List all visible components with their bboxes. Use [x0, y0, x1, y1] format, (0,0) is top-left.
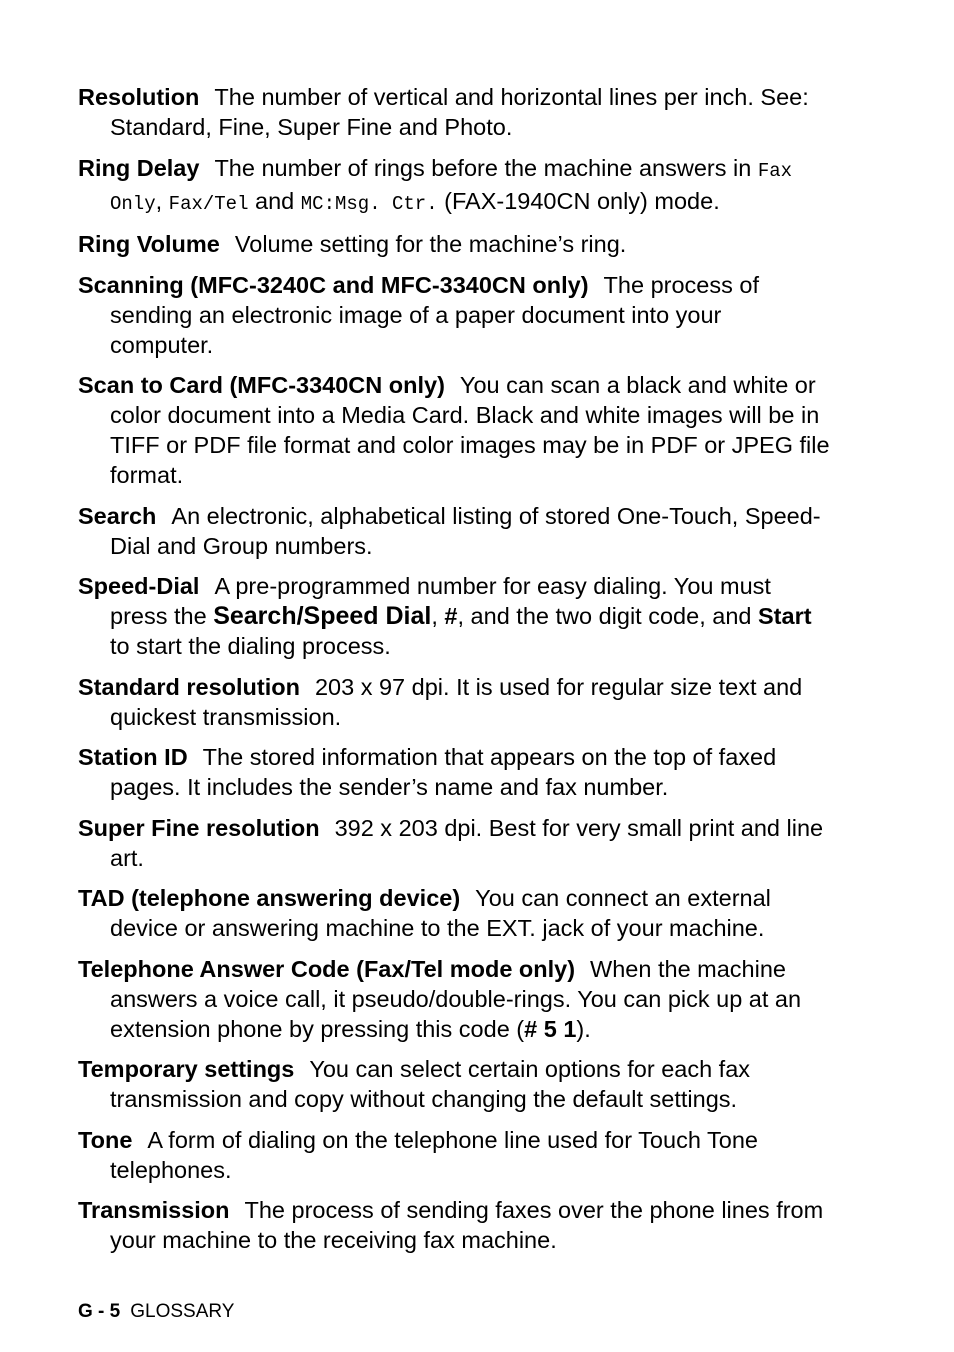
entry-definition: The process of sending an electronic image of a paper document into your computer.	[110, 271, 759, 358]
glossary-entry-tad	[78, 883, 830, 943]
entry-term: Ring Delay	[78, 154, 200, 181]
entry-term: Transmission	[78, 1197, 230, 1223]
entry-definition: A form of dialing on the telephone line used for Touch Tone telephones.	[110, 1126, 758, 1183]
entry-definition: The number of rings before the machine answers in	[214, 154, 758, 181]
entry-definition: The process of sending faxes over the phone lines from your machine to the receiving fax machine.	[110, 1197, 824, 1253]
entry-term: Ring Volume	[78, 231, 220, 257]
entry-term: Tone	[78, 1126, 133, 1153]
entry-definition: Volume setting for the machine’s ring.	[234, 231, 627, 257]
entry-definition-end: ).	[576, 1015, 591, 1042]
entry-definition: A pre-programmed number for easy dialing. You must press the	[110, 573, 771, 629]
entry-term: Scanning (MFC-3240C and MFC-3340CN only)	[78, 271, 589, 298]
entry-definition: When the machine answers a voice call, it pseudo/double-rings. You can pick up at an extension phone by pressing this code (	[110, 955, 802, 1042]
mode-name: MC:Msg. Ctr.	[300, 192, 438, 215]
entry-term: Station ID	[78, 744, 188, 770]
answer-code: # 5 1	[524, 1015, 577, 1042]
entry-definition: You can select certain options for each fax transmission and copy without changing the default settings.	[110, 1056, 751, 1112]
entry-term: Speed-Dial	[78, 573, 200, 599]
glossary-list	[78, 82, 830, 1266]
entry-term: TAD (telephone answering device)	[78, 885, 461, 911]
mode-name: Fax Only	[110, 159, 793, 215]
entry-term: Temporary settings	[78, 1056, 295, 1082]
glossary-entry-scanning	[78, 270, 830, 360]
entry-definition-end: to start the dialing process.	[110, 633, 391, 659]
key-name-search-speed-dial: Search/Speed Dial	[213, 602, 432, 630]
entry-definition: 392 x 203 dpi. Best for very small print and line art.	[110, 814, 824, 871]
entry-definition: An electronic, alphabetical listing of stored One-Touch, Speed-Dial and Group numbers.	[110, 502, 821, 559]
glossary-entry-super-fine-resolution	[78, 813, 830, 873]
entry-definition: The number of vertical and horizontal lines per inch. See: Standard, Fine, Super Fine and Photo.	[110, 84, 809, 140]
separator: ,	[431, 603, 445, 629]
entry-term: Telephone Answer Code (Fax/Tel mode only)	[78, 955, 576, 982]
glossary-entry-ring-volume	[78, 229, 830, 259]
glossary-entry-tone	[78, 1125, 830, 1185]
glossary-entry-ring-delay	[78, 153, 830, 219]
entry-definition-end: (FAX-1940CN only) mode.	[437, 187, 720, 214]
mode-name: Fax/Tel	[168, 192, 249, 215]
glossary-entry-standard-resolution	[78, 672, 830, 732]
key-name-hash: #	[444, 603, 458, 629]
glossary-entry-speed-dial	[78, 571, 830, 661]
glossary-entry-station-id	[78, 742, 830, 802]
entry-term: Super Fine resolution	[78, 814, 320, 841]
glossary-entry-search	[78, 501, 830, 561]
entry-term: Search	[78, 502, 157, 529]
separator: ,	[155, 187, 169, 214]
entry-term: Resolution	[78, 84, 200, 110]
entry-term: Scan to Card (MFC-3340CN only)	[78, 372, 445, 398]
key-name-start: Start	[758, 603, 812, 629]
entry-definition: You can scan a black and white or color document into a Media Card. Black and white images will be in TIFF or PDF file format and color images may be in PDF or JPEG file format.	[110, 372, 830, 488]
glossary-entry-temporary-settings	[78, 1054, 830, 1114]
glossary-entry-telephone-answer-code	[78, 954, 830, 1044]
entry-term: Standard resolution	[78, 673, 300, 700]
page-number: G - 5	[78, 1301, 121, 1322]
entry-definition: The stored information that appears on the top of faxed pages. It includes the sender’s name and fax number.	[110, 744, 777, 800]
entry-definition: 203 x 97 dpi. It is used for regular size text and quickest transmission.	[110, 673, 803, 730]
glossary-entry-transmission	[78, 1195, 830, 1255]
glossary-entry-resolution	[78, 82, 830, 142]
separator: and	[248, 187, 301, 214]
section-name: GLOSSARY	[130, 1301, 235, 1322]
entry-definition-mid: , and the two digit code, and	[457, 603, 758, 629]
glossary-entry-scan-to-card	[78, 370, 830, 490]
page-footer	[78, 1301, 234, 1323]
entry-definition: You can connect an external device or answering machine to the EXT. jack of your machine.	[110, 885, 771, 941]
